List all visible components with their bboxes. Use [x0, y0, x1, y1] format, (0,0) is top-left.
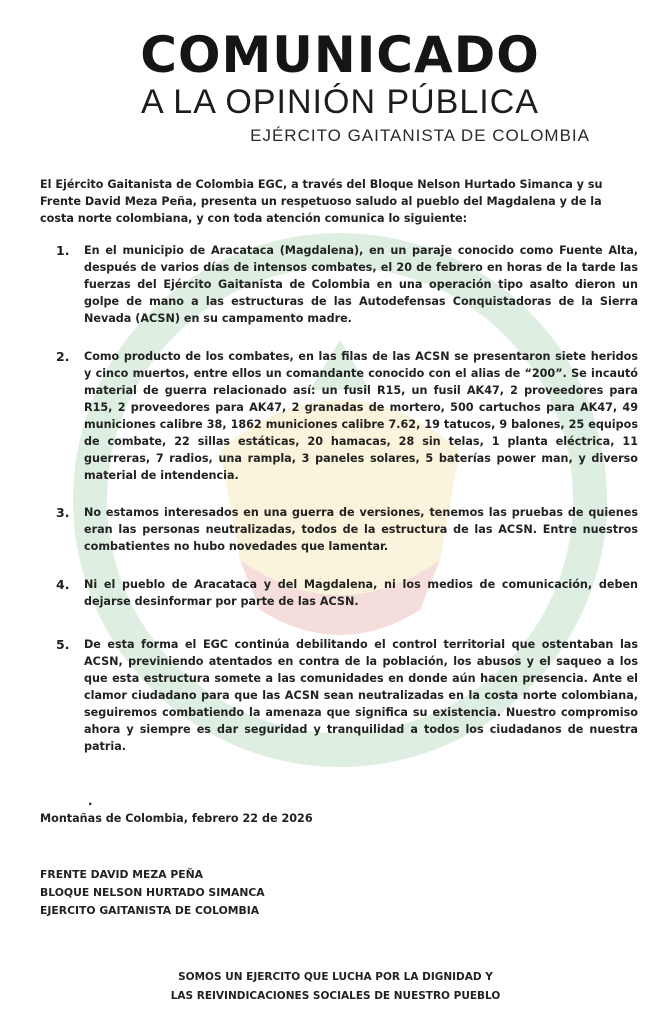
item-number: 3. — [56, 505, 70, 520]
separator-dot: . — [88, 794, 93, 808]
slogan-line: LAS REIVINDICACIONES SOCIALES DE NUESTRO PUEBLO — [170, 990, 501, 1002]
item-text: No estamos interesados en una guerra de versiones, tenemos las pruebas de quienes eran las personas neutralizadas, todos de la estructura de las ACSN. Entre nuestros combatientes no hubo novedades que lamentar. — [84, 506, 638, 553]
signature-line: EJERCITO GAITANISTA DE COLOMBIA — [40, 904, 260, 917]
signature-block — [40, 866, 265, 920]
date-line: Montañas de Colombia, febrero 22 de 2026 — [40, 812, 313, 825]
item-text: Como producto de los combates, en las filas de las ACSN se presentaron siete heridos y cinco muertos, entre ellos un comandante conocido con el alias de “200”. Se incautó material de guerra relacionado así: un fusil R15, un fusil AK47, 2 proveedores para R15, 2 proveedores para AK47, 2 granadas de mortero, 500 cartuchos para AK47, 49 municiones calibre 38, 1862 municiones calibre 7.62, 19 tatucos, 9 balones, 25 equipos de combate, 22 sillas estáticas, 20 hamacas, 28 sin telas, 1 planta eléctrica, 11 guerreras, 7 radios, una rampla, 3 paneles solares, 5 baterías power man, y diverso material de intendencia. — [84, 350, 638, 482]
list-item — [56, 576, 638, 610]
page-subtitle: A LA OPINIÓN PÚBLICA — [141, 83, 539, 121]
item-number: 5. — [56, 637, 70, 652]
item-text: Ni el pueblo de Aracataca y del Magdalena, ni los medios de comunicación, deben dejarse desinformar por parte de las ACSN. — [84, 578, 638, 608]
item-text: De esta forma el EGC continúa debilitando el control territorial que ostentaban las ACSN, previniendo atentados en contra de la población, los abusos y el saqueo a los que esta estructura somete a las comunidades en donde aún hacen presencia. Ante el clamor ciudadano para que las ACSN sean neutralizadas en la costa norte colombiana, seguiremos combatiendo la amenaza que significa su existencia. Nuestro compromiso ahora y siempre es dar seguridad y tranquilidad a todos los ciudadanos de nuestra patria. — [84, 638, 638, 753]
item-number: 4. — [56, 577, 70, 592]
signature-line: BLOQUE NELSON HURTADO SIMANCA — [40, 886, 265, 899]
list-item — [56, 636, 638, 755]
slogan-line: SOMOS UN EJERCITO QUE LUCHA POR LA DIGNIDAD Y — [178, 971, 493, 983]
list-item — [56, 348, 638, 484]
page-title: COMUNICADO — [140, 26, 540, 84]
organization-name: EJÉRCITO GAITANISTA DE COLOMBIA — [250, 126, 590, 145]
item-number: 1. — [56, 243, 70, 258]
intro-paragraph: El Ejército Gaitanista de Colombia EGC, a través del Bloque Nelson Hurtado Simanca y su Frente David Meza Peña, presenta un respetuoso saludo al pueblo del Magdalena y de la costa norte colombiana, y con toda atención comunica lo siguiente: — [40, 178, 603, 225]
item-text: En el municipio de Aracataca (Magdalena), en un paraje conocido como Fuente Alta, después de varios días de intensos combates, el 20 de febrero en horas de la tarde las fuerzas del Ejército Gaitanista de Colombia en una operación tipo asalto dieron un golpe de mano a las estructuras de las Autodefensas Conquistadoras de la Sierra Nevada (ACSN) en su campamento madre. — [84, 244, 638, 325]
item-number: 2. — [56, 349, 70, 364]
list-item — [56, 504, 638, 555]
signature-line: FRENTE DAVID MEZA PEÑA — [40, 868, 204, 881]
list-item — [56, 242, 638, 327]
slogan — [0, 968, 671, 1006]
